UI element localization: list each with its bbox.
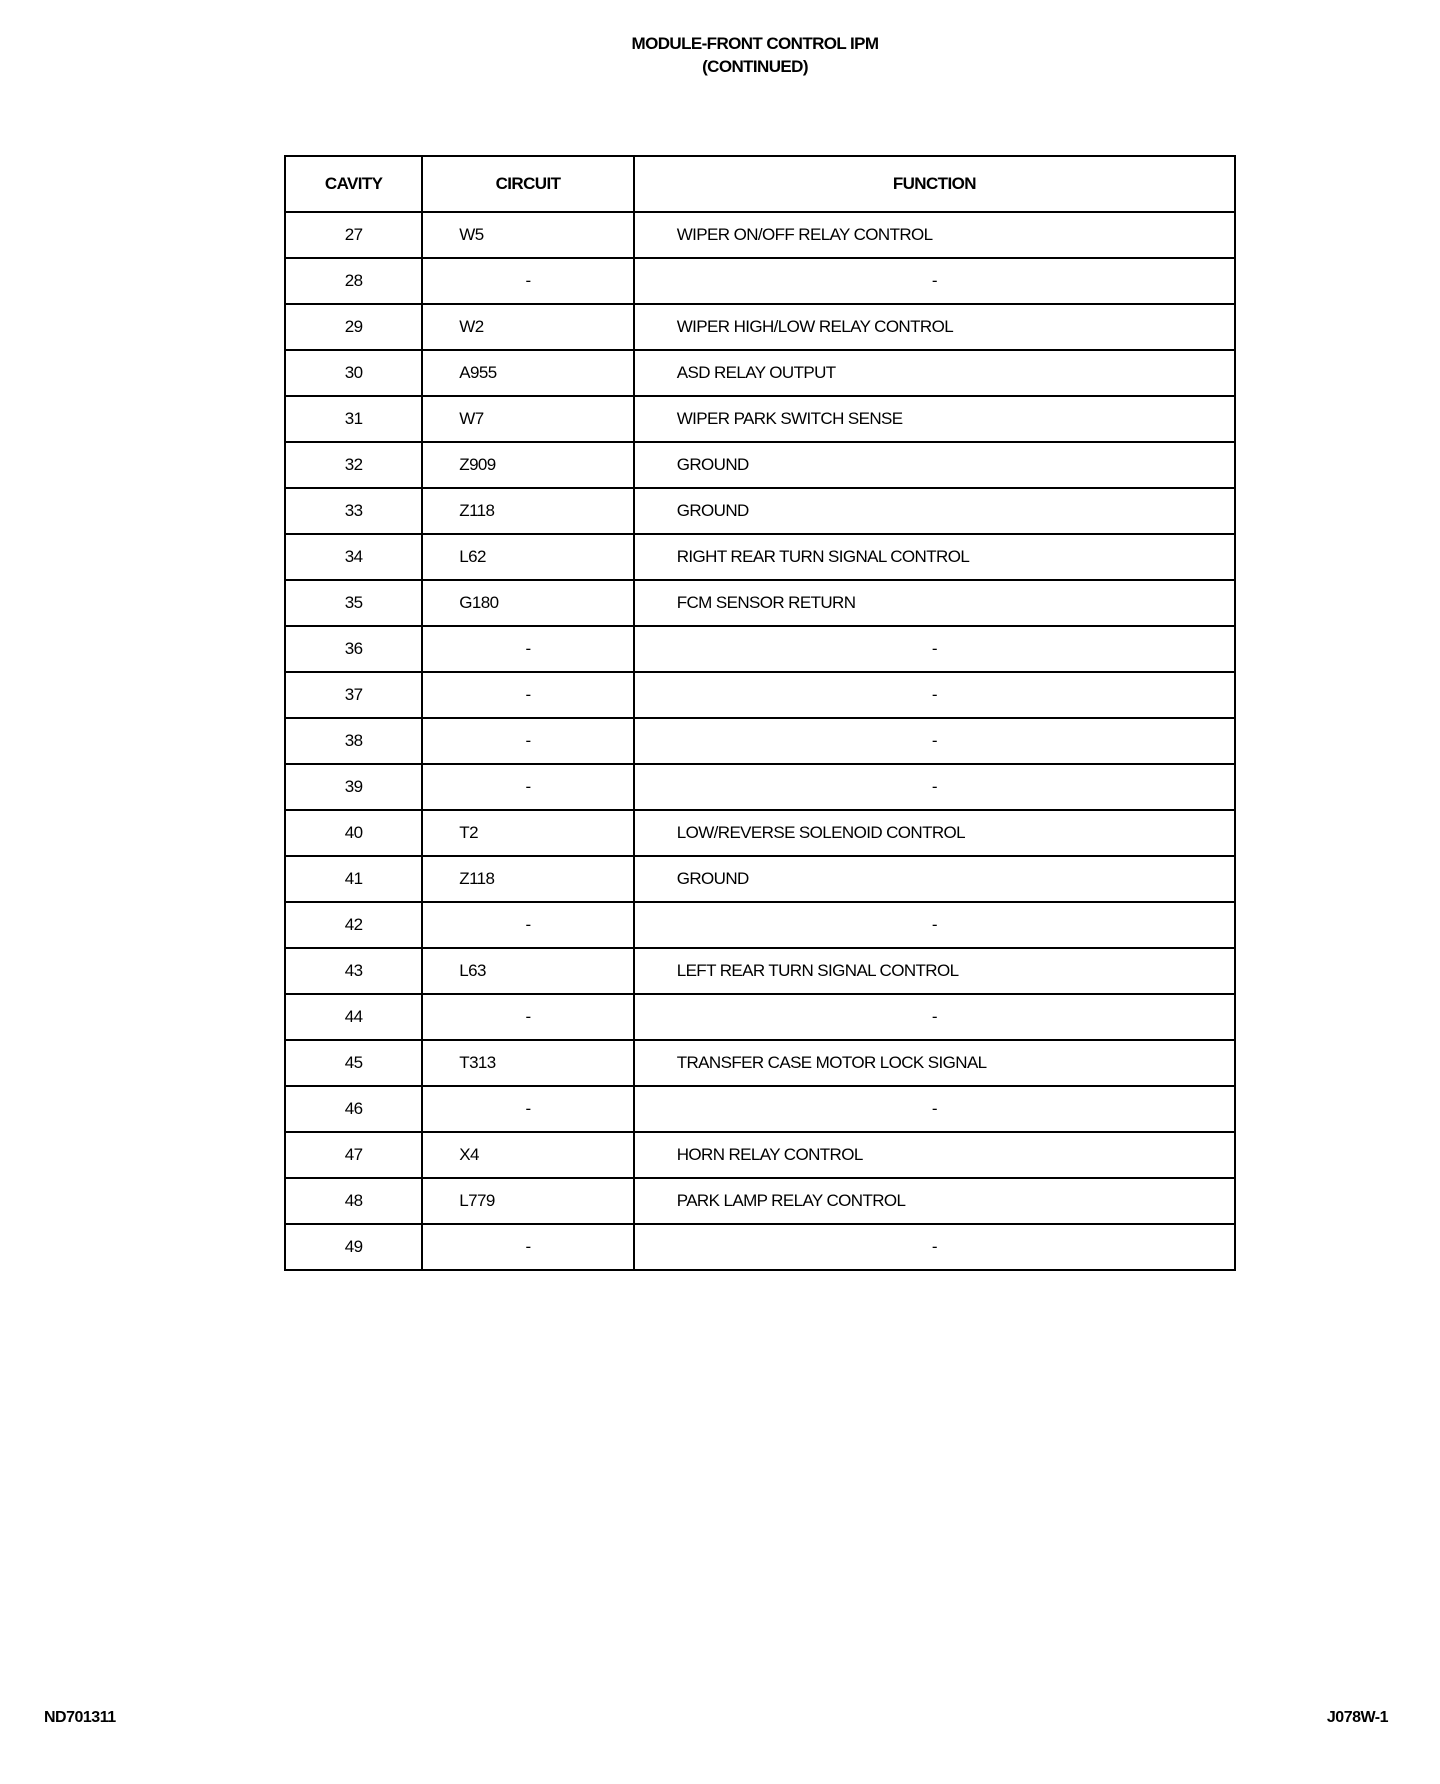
table-body [285,212,1235,1270]
circuit-cell: T313 [422,1040,633,1086]
function-cell: PARK LAMP RELAY CONTROL [634,1178,1235,1224]
table-row [285,626,1235,672]
function-cell: WIPER PARK SWITCH SENSE [634,396,1235,442]
circuit-cell: - [422,626,633,672]
table-row [285,488,1235,534]
circuit-cell: Z118 [422,856,633,902]
cavity-cell: 37 [285,672,422,718]
function-cell: - [634,1086,1235,1132]
function-cell: LOW/REVERSE SOLENOID CONTROL [634,810,1235,856]
function-cell: - [634,994,1235,1040]
cavity-cell: 31 [285,396,422,442]
cavity-cell: 47 [285,1132,422,1178]
document-title: MODULE-FRONT CONTROL IPM [631,34,879,53]
cavity-cell: 41 [285,856,422,902]
function-cell: - [634,902,1235,948]
cavity-cell: 49 [285,1224,422,1270]
cavity-cell: 38 [285,718,422,764]
table-row [285,672,1235,718]
function-cell: TRANSFER CASE MOTOR LOCK SIGNAL [634,1040,1235,1086]
cavity-cell: 43 [285,948,422,994]
column-header-circuit: CIRCUIT [422,156,633,212]
circuit-cell: Z909 [422,442,633,488]
function-cell: GROUND [634,856,1235,902]
circuit-cell: Z118 [422,488,633,534]
table-row [285,304,1235,350]
cavity-cell: 28 [285,258,422,304]
circuit-cell: - [422,258,633,304]
figure-id-left: ND701311 [44,1709,116,1726]
circuit-cell: G180 [422,580,633,626]
circuit-cell: L779 [422,1178,633,1224]
table-row [285,1040,1235,1086]
table-row [285,212,1235,258]
cavity-cell: 30 [285,350,422,396]
function-cell: LEFT REAR TURN SIGNAL CONTROL [634,948,1235,994]
table-row [285,718,1235,764]
table-row [285,396,1235,442]
column-header-cavity: CAVITY [285,156,422,212]
cavity-cell: 32 [285,442,422,488]
table-row [285,856,1235,902]
circuit-cell: - [422,1224,633,1270]
circuit-cell: L63 [422,948,633,994]
function-cell: - [634,718,1235,764]
table-row [285,534,1235,580]
circuit-cell: W7 [422,396,633,442]
circuit-cell: - [422,1086,633,1132]
table-row [285,580,1235,626]
cavity-cell: 45 [285,1040,422,1086]
column-header-function: FUNCTION [634,156,1235,212]
table-row [285,350,1235,396]
table-row [285,258,1235,304]
function-cell: - [634,672,1235,718]
table-row [285,1132,1235,1178]
cavity-cell: 46 [285,1086,422,1132]
cavity-cell: 27 [285,212,422,258]
cavity-cell: 36 [285,626,422,672]
table-row [285,810,1235,856]
function-cell: GROUND [634,442,1235,488]
document-title-block [0,32,1440,78]
table-row [285,902,1235,948]
function-cell: - [634,764,1235,810]
cavity-cell: 39 [285,764,422,810]
function-cell: WIPER HIGH/LOW RELAY CONTROL [634,304,1235,350]
circuit-cell: W2 [422,304,633,350]
cavity-cell: 33 [285,488,422,534]
cavity-cell: 35 [285,580,422,626]
function-cell: GROUND [634,488,1235,534]
cavity-cell: 44 [285,994,422,1040]
function-cell: - [634,626,1235,672]
function-cell: - [634,258,1235,304]
function-cell: HORN RELAY CONTROL [634,1132,1235,1178]
circuit-cell: - [422,902,633,948]
cavity-cell: 40 [285,810,422,856]
function-cell: RIGHT REAR TURN SIGNAL CONTROL [634,534,1235,580]
cavity-cell: 29 [285,304,422,350]
table-row [285,994,1235,1040]
table-row [285,1086,1235,1132]
function-cell: ASD RELAY OUTPUT [634,350,1235,396]
table-row [285,948,1235,994]
table-row [285,1178,1235,1224]
table-row [285,764,1235,810]
circuit-cell: - [422,994,633,1040]
circuit-cell: L62 [422,534,633,580]
circuit-cell: - [422,672,633,718]
circuit-cell: T2 [422,810,633,856]
document-subtitle: (CONTINUED) [702,57,808,76]
table-header-row [285,156,1235,212]
function-cell: - [634,1224,1235,1270]
function-cell: FCM SENSOR RETURN [634,580,1235,626]
function-cell: WIPER ON/OFF RELAY CONTROL [634,212,1235,258]
circuit-cell: W5 [422,212,633,258]
circuit-cell: - [422,718,633,764]
cavity-cell: 34 [285,534,422,580]
circuit-cell: - [422,764,633,810]
figure-id-right: J078W-1 [1326,1709,1388,1726]
circuit-cell: X4 [422,1132,633,1178]
table-row [285,442,1235,488]
cavity-cell: 48 [285,1178,422,1224]
cavity-cell: 42 [285,902,422,948]
circuit-cell: A955 [422,350,633,396]
connector-pinout-table [284,155,1236,1271]
table-row [285,1224,1235,1270]
